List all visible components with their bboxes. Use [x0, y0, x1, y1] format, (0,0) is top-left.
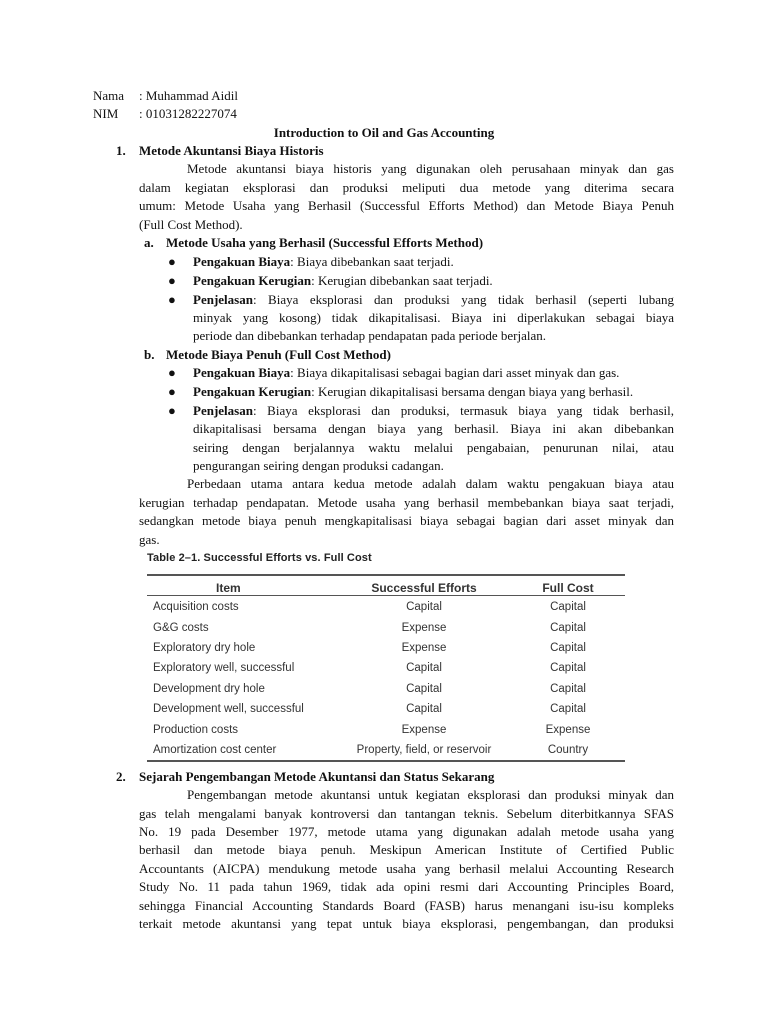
section-2-line: Study No. 11 pada tahun 1969, tidak ada opini resmi dari Accounting Principles Board, [139, 879, 674, 894]
list-item [193, 253, 454, 271]
section-2-line: gas telah mengalami banyak kontroversi dan tantangan teknis. Sebelum diterbitkannya SFAS [139, 806, 674, 821]
table-cell: Capital [406, 703, 442, 715]
section-2-heading: Sejarah Pengembangan Metode Akuntansi dan Status Sekarang [139, 769, 495, 784]
list-item-term: Penjelasan [193, 403, 253, 418]
list-item [193, 364, 619, 382]
table-cell: Capital [550, 622, 586, 634]
table-cell: G&G costs [153, 622, 209, 634]
bullet-icon: ● [168, 365, 176, 380]
sub-a-heading: Metode Usaha yang Berhasil (Successful Efforts Method) [166, 235, 484, 250]
section-1-intro-line: umum: Metode Usaha yang Berhasil (Successful Efforts Method) dan Metode Biaya Penuh [139, 198, 674, 213]
table-cell: Capital [550, 642, 586, 654]
list-item-text: minyak yang kosong) tidak dikapitalisasi. Biaya ini diperlakukan sebagai biaya [193, 310, 674, 325]
section-2-line: terkait metode akuntansi yang tepat untuk biaya eksplorasi, pengembangan, dan produksi [139, 916, 674, 931]
table-cell: Capital [406, 683, 442, 695]
list-item-text: pengurangan seiring dengan produksi cadangan. [193, 458, 444, 473]
table-header-full-cost: Full Cost [542, 581, 594, 595]
table-cell: Expense [401, 622, 447, 634]
section-2-line: No. 19 pada Desember 1977, metode utama yang digunakan adalah metode usaha yang [139, 824, 674, 839]
closing-line: sedangkan metode biaya penuh mengkapitalisasi biaya sebagai bagian dari asset minyak dan [139, 513, 674, 528]
list-item [193, 291, 674, 309]
section-1-intro-line: Metode akuntansi biaya historis yang digunakan oleh perusahaan minyak dan gas [187, 161, 674, 176]
list-item-text: : Biaya eksplorasi dan produksi yang tidak berhasil (seperti lubang [252, 292, 674, 307]
list-item [193, 272, 493, 290]
list-item-text: dikapitalisasi bersama dengan biaya yang berhasil. Biaya ini akan dibebankan [193, 421, 674, 436]
section-1-number: 1. [116, 143, 126, 158]
table-top-rule [147, 574, 625, 576]
bullet-icon: ● [168, 254, 176, 269]
closing-line: gas. [139, 532, 160, 547]
table-cell: Capital [550, 662, 586, 674]
table-cell: Capital [406, 601, 442, 613]
nim-label: NIM [93, 106, 119, 121]
page-title: Introduction to Oil and Gas Accounting [273, 125, 495, 140]
table-cell: Country [547, 744, 589, 756]
list-item [193, 383, 633, 401]
table-cell: Expense [545, 724, 591, 736]
table-cell: Exploratory dry hole [153, 642, 256, 654]
table-cell: Expense [401, 642, 447, 654]
table-cell: Development well, successful [153, 703, 304, 715]
list-item-text: : Kerugian dikapitalisasi bersama dengan biaya yang berhasil. [311, 384, 634, 399]
table-cell: Expense [401, 724, 447, 736]
sub-b-heading: Metode Biaya Penuh (Full Cost Method) [166, 347, 391, 362]
closing-line: Perbedaan utama antara kedua metode adalah dalam waktu pengakuan biaya atau [187, 476, 674, 491]
bullet-icon: ● [168, 292, 176, 307]
list-item-term: Penjelasan [193, 292, 253, 307]
section-1-intro-line: dalam kegiatan eksplorasi dan produksi meliputi dua metode yang diterima secara [139, 180, 674, 195]
bullet-icon: ● [168, 384, 176, 399]
sub-b-letter: b. [144, 347, 155, 362]
table-cell: Acquisition costs [153, 601, 239, 613]
list-item [193, 402, 674, 420]
bullet-icon: ● [168, 403, 176, 418]
table-cell: Capital [550, 601, 586, 613]
table-header-successful-efforts: Successful Efforts [371, 581, 477, 595]
list-item-term: Pengakuan Kerugian [193, 384, 312, 399]
table-cell: Capital [550, 683, 586, 695]
list-item-text: : Biaya eksplorasi dan produksi, termasuk biaya yang tidak berhasil, [252, 403, 674, 418]
table-cell: Exploratory well, successful [153, 662, 295, 674]
section-2-line: berhasil dan metode biaya penuh. Meskipun American Institute of Certified Public [139, 842, 674, 857]
table-cell: Production costs [153, 724, 239, 736]
nim-value: : 01031282227074 [139, 106, 237, 121]
list-item-text: : Biaya dibebankan saat terjadi. [290, 254, 454, 269]
section-2-line: sehingga Financial Accounting Standards Board (FASB) harus menangani isu-isu kompleks [139, 898, 674, 913]
closing-line: kerugian terhadap pendapatan. Metode usaha yang berhasil membebankan biaya saat terjadi, [139, 495, 674, 510]
sub-a-letter: a. [144, 235, 154, 250]
name-value: : Muhammad Aidil [139, 88, 238, 103]
list-item-term: Pengakuan Biaya [193, 254, 291, 269]
name-label: Nama [93, 88, 125, 103]
list-item-term: Pengakuan Biaya [193, 365, 291, 380]
list-item-text: : Kerugian dibebankan saat terjadi. [311, 273, 493, 288]
table-bottom-rule [147, 760, 625, 762]
table-header-item: Item [216, 581, 241, 595]
list-item-text: : Biaya dikapitalisasi sebagai bagian dari asset minyak dan gas. [290, 365, 620, 380]
section-2-line: Accountants (AICPA) mendukung metode usaha yang berhasil melalui Accounting Research [139, 861, 674, 876]
list-item-text: periode dan dibebankan terhadap pendapatan pada periode berjalan. [193, 328, 546, 343]
table-cell: Amortization cost center [153, 744, 277, 756]
section-1-intro-line: (Full Cost Method). [139, 217, 243, 232]
table-cell: Capital [406, 662, 442, 674]
list-item-text: seiring dengan berjalannya waktu melalui pengabaian, penurunan nilai, atau [193, 440, 674, 455]
section-2-line: Pengembangan metode akuntansi untuk kegiatan eksplorasi dan produksi minyak dan [187, 787, 674, 802]
table-header-rule [147, 595, 625, 596]
table-cell: Property, field, or reservoir [356, 744, 492, 756]
table-title: Table 2–1. Successful Efforts vs. Full Cost [147, 552, 372, 564]
bullet-icon: ● [168, 273, 176, 288]
table-cell: Capital [550, 703, 586, 715]
list-item-term: Pengakuan Kerugian [193, 273, 312, 288]
table-cell: Development dry hole [153, 683, 265, 695]
section-1-heading: Metode Akuntansi Biaya Historis [139, 143, 324, 158]
section-2-number: 2. [116, 769, 126, 784]
